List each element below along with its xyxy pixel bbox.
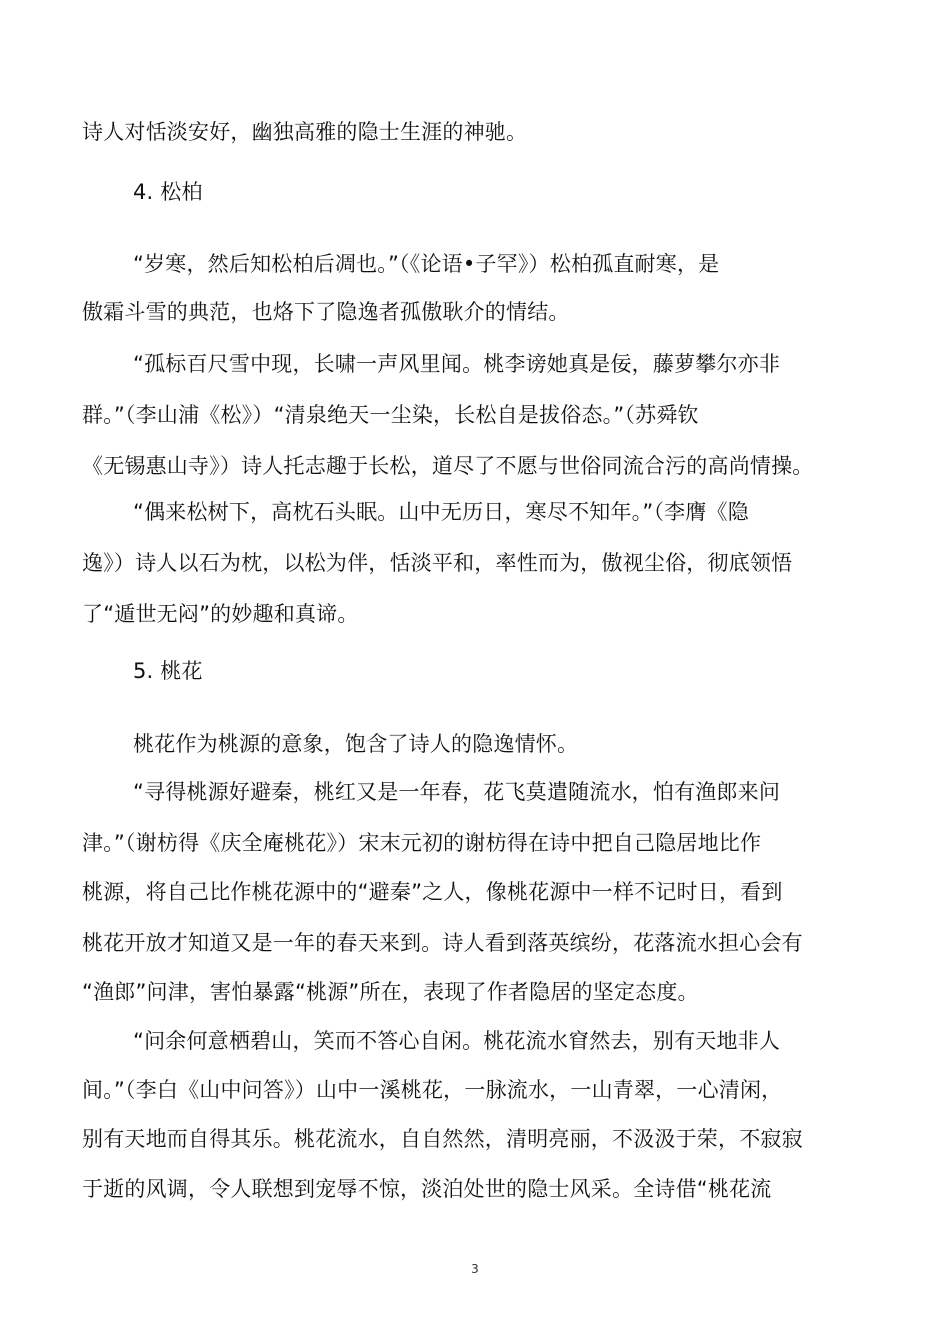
text-line: 桃源，将自己比作桃花源中的“避秦”之人，像桃花源中一样不记时日，看到 bbox=[82, 880, 783, 904]
text-line: 别有天地而自得其乐。桃花流水，自自然然，清明亮丽，不汲汲于荣，不寂寂 bbox=[82, 1127, 803, 1151]
text-line: 逸》）诗人以石为枕，以松为伴，恬淡平和，率性而为，傲视尘俗，彻底领悟 bbox=[82, 551, 793, 575]
text-line: 桃花作为桃源的意象，饱含了诗人的隐逸情怀。 bbox=[133, 732, 579, 756]
text-line: 《无锡惠山寺》）诗人托志趣于长松，道尽了不愿与世俗同流合污的高尚情操。 bbox=[82, 454, 814, 478]
text-line: “岁寒，然后知松柏后凋也。”（《论语•子罕》）松柏孤直耐寒，是 bbox=[133, 252, 720, 276]
text-line: 间。”（李白《山中问答》）山中一溪桃花，一脉流水，一山青翠，一心清闲， bbox=[82, 1078, 783, 1102]
text-line: 诗人对恬淡安好，幽独高雅的隐士生涯的神驰。 bbox=[82, 120, 528, 144]
text-line: 了“遁世无闷”的妙趣和真谛。 bbox=[82, 602, 359, 626]
text-line: “孤标百尺雪中现，长啸一声风里闻。桃李谤她真是佞，藤萝攀尔亦非 bbox=[133, 352, 781, 376]
text-line: 群。”（李山浦《松》）“清泉绝天一尘染，长松自是拔俗态。”（苏舜钦 bbox=[82, 403, 699, 427]
text-line: “渔郎”问津，害怕暴露“桃源”所在，表现了作者隐居的坚定态度。 bbox=[82, 980, 699, 1004]
page-number: 3 bbox=[471, 1262, 479, 1276]
text-line: 津。”（谢枋得《庆全庵桃花》）宋末元初的谢枋得在诗中把自己隐居地比作 bbox=[82, 831, 762, 855]
text-line: “寻得桃源好避秦，桃红又是一年春，花飞莫遣随流水，怕有渔郎来问 bbox=[133, 780, 781, 804]
section-heading-pine-cypress: 4. 松柏 bbox=[133, 180, 203, 204]
text-line: 于逝的风调，令人联想到宠辱不惊，淡泊处世的隐士风采。全诗借“桃花流 bbox=[82, 1177, 772, 1201]
text-line: “问余何意栖碧山，笑而不答心自闲。桃花流水窅然去，别有天地非人 bbox=[133, 1029, 781, 1053]
text-line: 傲霜斗雪的典范，也烙下了隐逸者孤傲耿介的情结。 bbox=[82, 300, 570, 324]
section-heading-peach-blossom: 5. 桃花 bbox=[133, 659, 203, 683]
text-line: 桃花开放才知道又是一年的春天来到。诗人看到落英缤纷，花落流水担心会有 bbox=[82, 931, 803, 955]
text-line: “偶来松树下，高枕石头眠。山中无历日，寒尽不知年。”（李膺《隐 bbox=[133, 500, 749, 524]
